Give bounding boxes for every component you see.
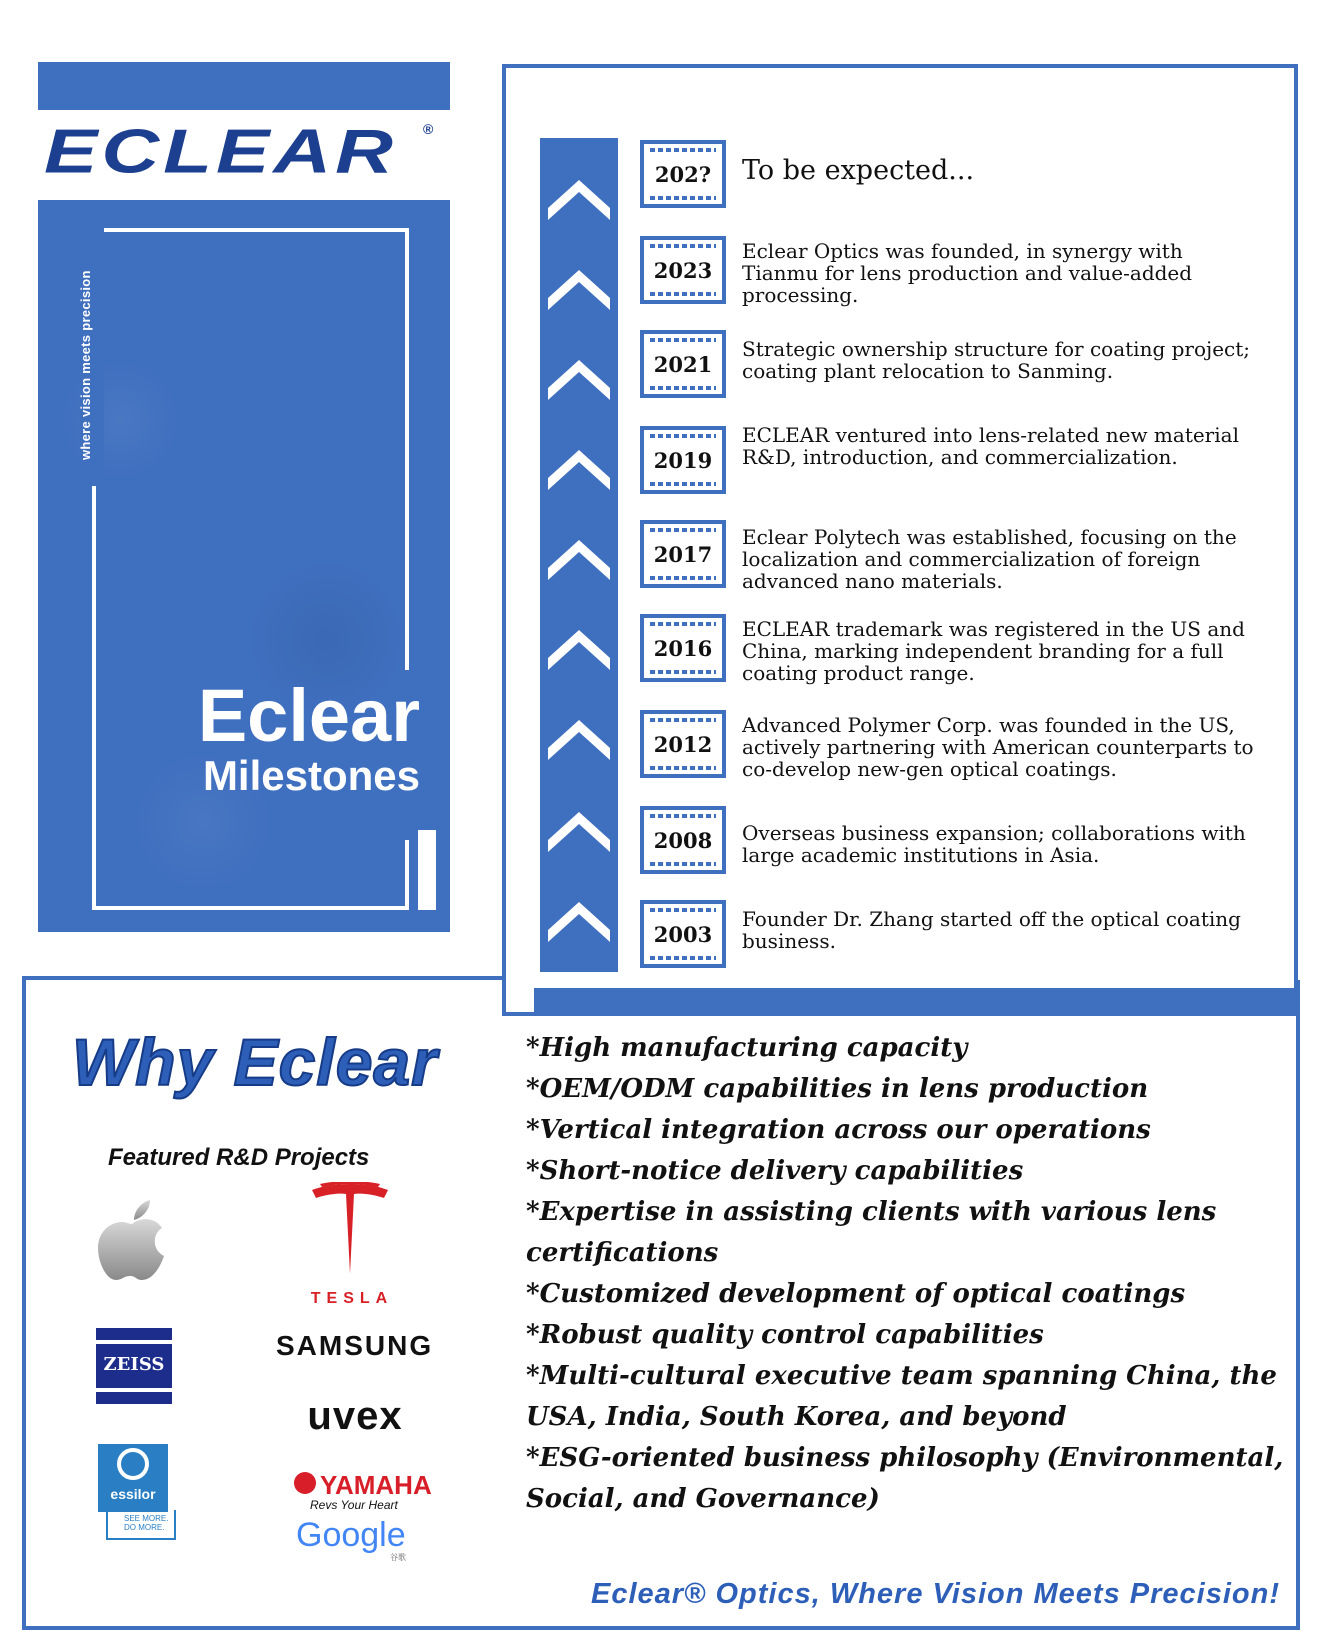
timeline-event-text: ECLEAR ventured into lens-related new material R&D, introduction, and commercialization. — [742, 423, 1239, 469]
timeline-year: 2003 — [653, 922, 713, 947]
chevron-up-icon — [540, 346, 618, 404]
benefit-item: *Short-notice delivery capabilities — [526, 1156, 1024, 1186]
why-panel-connector — [502, 936, 506, 980]
timeline-event-text: Overseas business expansion; collaborations with large academic institutions in Asia. — [742, 821, 1246, 867]
benefit-item: *ESG-oriented business philosophy (Environmental, Social, and Governance) — [526, 1443, 1284, 1514]
why-title: Why Eclear — [72, 1025, 438, 1099]
chevron-up-icon — [540, 436, 618, 494]
timeline-event-text: Eclear Polytech was established, focusing on the localization and commercialization of foreign advanced nano materials. — [742, 525, 1237, 593]
hero-frame — [92, 228, 409, 910]
timeline-event-text: To be expected... — [742, 155, 975, 186]
timeline-event-text: Strategic ownership structure for coating project; coating plant relocation to Sanming. — [742, 337, 1251, 383]
timeline-year-box — [640, 806, 726, 874]
timeline-year-box — [640, 900, 726, 968]
chevron-up-icon — [540, 256, 618, 314]
timeline-year-box — [640, 426, 726, 494]
apple-logo-icon — [96, 1198, 168, 1282]
benefit-item: *Customized development of optical coatings — [526, 1279, 1186, 1309]
timeline-year: 2021 — [653, 352, 713, 377]
zeiss-wordmark: ZEISS — [103, 1354, 165, 1375]
chevron-up-icon — [540, 166, 618, 224]
timeline-year-box — [640, 520, 726, 588]
timeline-year: 2016 — [653, 636, 713, 661]
essilor-wordmark: essilor — [110, 1486, 156, 1502]
timeline-year-box — [640, 140, 726, 208]
timeline-arrow-column — [540, 138, 618, 972]
google-cn-label: 谷歌 — [390, 1553, 406, 1562]
tesla-logo-icon — [310, 1182, 390, 1276]
logo-registered-mark: ® — [423, 121, 434, 137]
timeline-year: 2019 — [653, 448, 713, 473]
hero-top-bar — [38, 62, 450, 110]
hero-subtitle: Milestones — [202, 752, 420, 799]
benefit-item: *Multi-cultural executive team spanning China, the USA, India, South Korea, and beyond — [526, 1361, 1277, 1432]
chevron-up-icon — [540, 616, 618, 674]
timeline-year: 2017 — [653, 542, 713, 567]
google-wordmark: Google — [296, 1516, 406, 1554]
yamaha-tagline: Revs Your Heart — [310, 1498, 398, 1512]
benefit-item: *High manufacturing capacity — [526, 1033, 968, 1063]
timeline-year-box — [640, 236, 726, 304]
timeline-year-box — [640, 614, 726, 682]
timeline-event-text: Advanced Polymer Corp. was founded in the US, actively partnering with American counterparts to co-develop new-gen optical coatings. — [742, 713, 1254, 781]
timeline-year-box — [640, 330, 726, 398]
yamaha-wordmark: YAMAHA — [320, 1470, 432, 1500]
why-panel-top-edge — [22, 976, 506, 980]
uvex-wordmark: uvex — [307, 1394, 403, 1438]
timeline-year: 2008 — [653, 828, 713, 853]
benefit-item: *Expertise in assisting clients with various lens certifications — [526, 1197, 1217, 1268]
hero-tagline: where vision meets precision — [78, 270, 93, 460]
timeline-event-text: Eclear Optics was founded, in synergy with Tianmu for lens production and value-added processing. — [742, 239, 1193, 307]
chevron-up-icon — [540, 526, 618, 584]
chevron-up-icon — [540, 798, 618, 856]
hero-title: Eclear — [197, 674, 420, 757]
essilor-e-icon — [117, 1448, 149, 1480]
timeline-year: 2012 — [653, 732, 713, 757]
benefit-item: *Vertical integration across our operations — [526, 1115, 1151, 1145]
tesla-wordmark: TESLA — [310, 1290, 394, 1307]
benefit-item: *Robust quality control capabilities — [526, 1320, 1044, 1350]
timeline-event-text: ECLEAR trademark was registered in the US and China, marking independent branding for a full coating product range. — [742, 617, 1245, 685]
benefit-item: *OEM/ODM capabilities in lens production — [526, 1074, 1149, 1104]
chevron-up-icon — [540, 888, 618, 946]
footer-slogan: Eclear® Optics, Where Vision Meets Precision! — [590, 1578, 1280, 1610]
essilor-tagline-1: SEE MORE. — [124, 1514, 169, 1523]
timeline-event-text: Founder Dr. Zhang started off the optical coating business. — [742, 907, 1241, 953]
timeline-year: 202? — [654, 162, 712, 187]
zeiss-logo — [96, 1328, 172, 1404]
samsung-wordmark: SAMSUNG — [276, 1330, 434, 1361]
yamaha-emblem-icon — [294, 1472, 316, 1494]
timeline-year: 2023 — [653, 258, 713, 283]
chevron-up-icon — [540, 706, 618, 764]
essilor-tagline-2: DO MORE. — [124, 1523, 165, 1532]
timeline-year-box — [640, 710, 726, 778]
essilor-logo — [98, 1444, 178, 1540]
hero-accent-bar — [418, 830, 436, 910]
rd-projects-title: Featured R&D Projects — [108, 1144, 370, 1171]
eclear-logo: ECLEAR — [44, 116, 397, 186]
